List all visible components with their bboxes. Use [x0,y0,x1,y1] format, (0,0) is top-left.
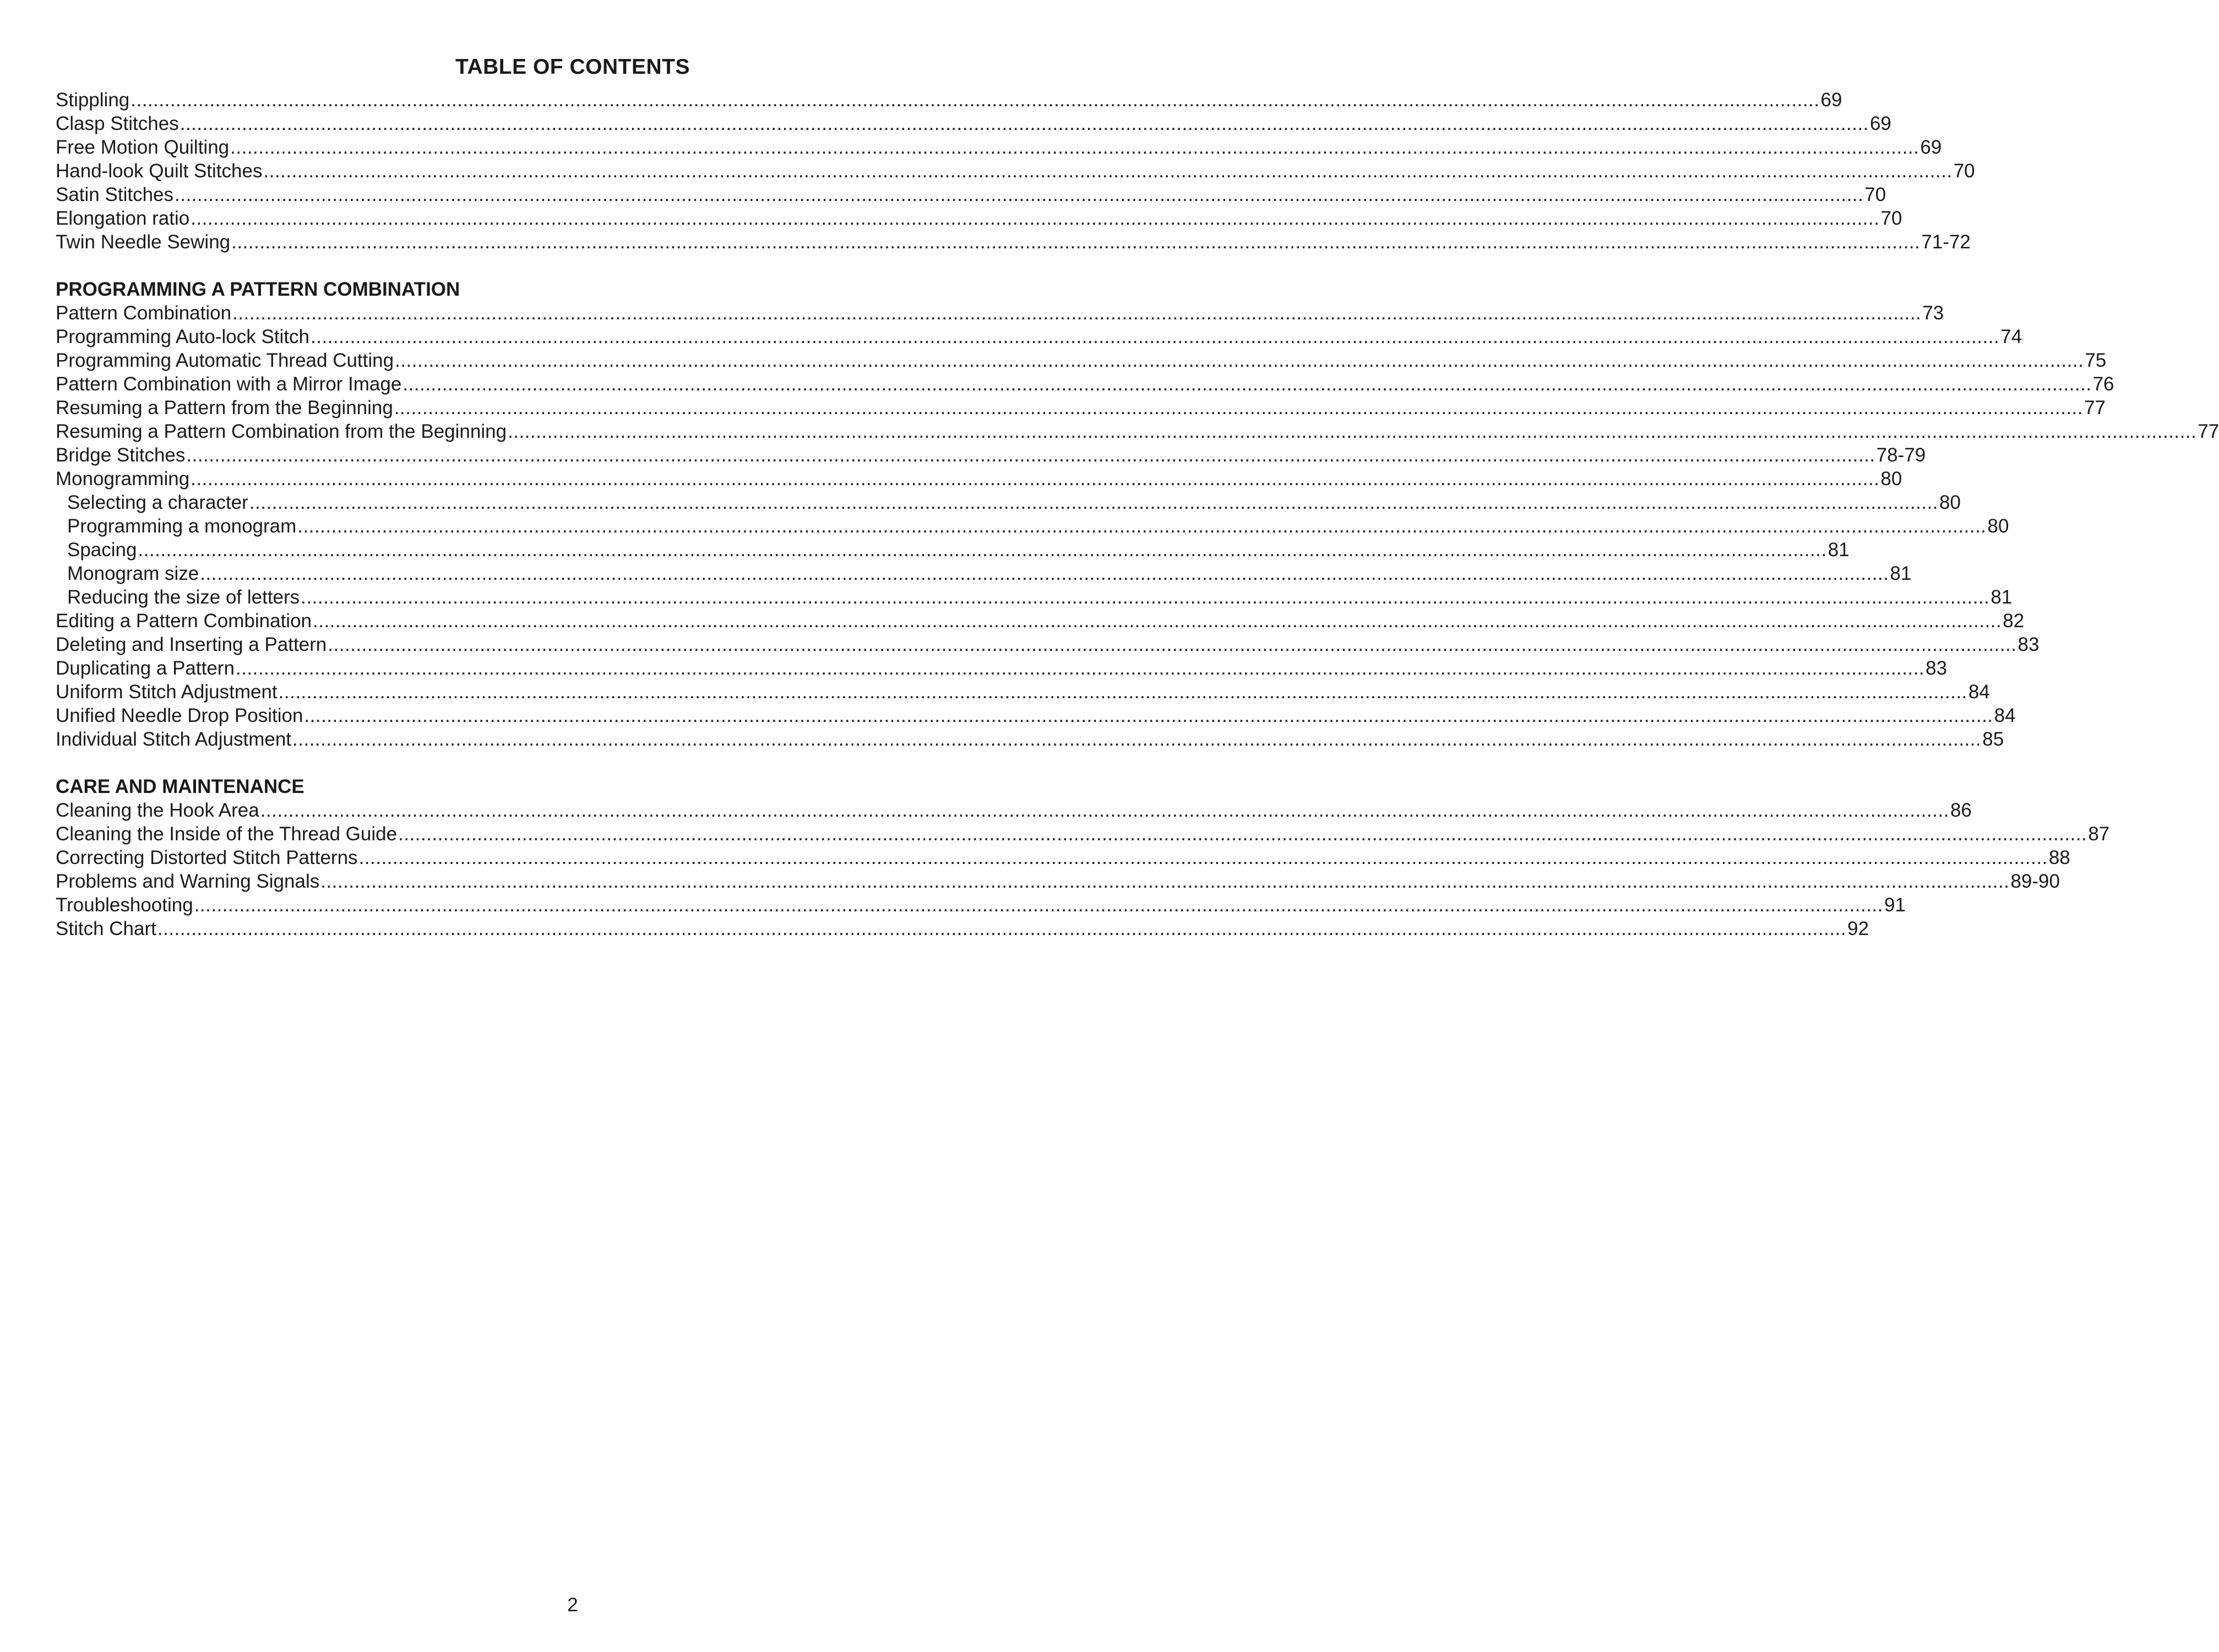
dot-leader: ............................................................................................................................................................................................................................................................................................................ [301,586,1990,608]
toc-entry-page: 91 [1884,894,1906,916]
toc-entry [56,112,1891,135]
toc-entry [56,798,1972,822]
toc-section [56,88,1975,254]
toc-entry [56,633,2039,656]
dot-leader: ............................................................................................................................................................................................................................................................................................................ [398,823,2087,845]
toc-entry-page: 70 [1880,208,1902,229]
toc-entry-label: Selecting a character [67,492,248,513]
toc-entry [56,656,1948,680]
toc-entry-page: 77 [2084,397,2106,419]
toc-entry-label: Deleting and Inserting a Pattern [56,634,327,655]
toc-entry-page: 77 [2198,421,2219,442]
toc-entry-page: 69 [1820,89,1842,111]
toc-entry [56,206,1902,230]
toc-entry-page: 82 [2003,610,2025,632]
dot-leader: ............................................................................................................................................................................................................................................................................................................ [328,634,2017,655]
toc-entry-page: 83 [1926,657,1948,679]
toc-entry-label: Programming a monogram [67,515,297,537]
toc-entry [56,372,2114,396]
toc-entry [56,88,1842,112]
toc-entry-label: Duplicating a Pattern [56,657,235,679]
toc-entry-page: 89-90 [2010,871,2060,892]
toc-entry [56,443,1926,467]
dot-leader: ............................................................................................................................................................................................................................................................................................................ [232,302,1922,324]
toc-entry [56,420,2219,443]
dot-leader: ............................................................................................................................................................................................................................................................................................................ [175,184,1864,205]
dot-leader: ............................................................................................................................................................................................................................................................................................................ [130,89,1820,111]
table-of-contents [56,88,2219,941]
toc-entry-label: Stippling [56,89,130,111]
toc-entry-label: Clasp Stitches [56,113,179,134]
toc-entry-label: Spacing [67,539,137,561]
dot-leader: ............................................................................................................................................................................................................................................................................................................ [278,681,1967,703]
toc-entry-label: Troubleshooting [56,894,193,916]
dot-leader: ............................................................................................................................................................................................................................................................................................................ [508,421,2197,442]
toc-entry-page: 69 [1869,113,1891,134]
toc-entry-page: 80 [1939,492,1961,513]
toc-entry-page: 88 [2048,847,2070,868]
toc-entry [56,349,2107,372]
toc-entry-page: 75 [2085,350,2107,371]
toc-entry-page: 81 [1890,563,1912,584]
toc-entry-page: 74 [2000,326,2022,347]
toc-entry-label: Satin Stitches [56,184,173,205]
toc-entry-page: 80 [1880,468,1902,490]
toc-entry-page: 71-72 [1921,231,1971,253]
toc-entry [56,135,1942,159]
toc-entry-page: 86 [1950,800,1972,821]
toc-entry-label: Individual Stitch Adjustment [56,729,292,750]
toc-entry-page: 81 [1828,539,1850,561]
toc-entry [56,893,1906,917]
toc-subentry [56,514,2009,538]
toc-entry [56,727,2004,751]
toc-entry-page: 83 [2017,634,2039,655]
dot-leader: ............................................................................................................................................................................................................................................................................................................ [260,800,1949,821]
toc-entry [56,159,1975,183]
toc-entry-label: Resuming a Pattern from the Beginning [56,397,393,419]
dot-leader: ............................................................................................................................................................................................................................................................................................................ [235,657,1925,679]
toc-entry-label: Monogramming [56,468,190,490]
dot-leader: ............................................................................................................................................................................................................................................................................................................ [395,350,2084,371]
toc-entry [56,467,1902,491]
toc-entry-label: Cleaning the Hook Area [56,800,259,821]
dot-leader: ............................................................................................................................................................................................................................................................................................................ [311,326,2000,347]
toc-entry [56,822,2110,846]
toc-entry-label: Free Motion Quilting [56,137,230,158]
toc-entry-label: Programming Automatic Thread Cutting [56,350,394,371]
section-heading: CARE AND MAINTENANCE [56,776,304,797]
dot-leader: ............................................................................................................................................................................................................................................................................................................ [263,160,1952,182]
dot-leader: ............................................................................................................................................................................................................................................................................................................ [320,871,2010,892]
dot-leader: ............................................................................................................................................................................................................................................................................................................ [394,397,2084,419]
dot-leader: ............................................................................................................................................................................................................................................................................................................ [230,137,1919,158]
toc-entry-page: 84 [1994,705,2016,726]
toc-entry [56,609,2025,633]
dot-leader: ............................................................................................................................................................................................................................................................................................................ [186,444,1875,466]
dot-leader: ............................................................................................................................................................................................................................................................................................................ [191,208,1880,229]
toc-entry-page: 76 [2092,373,2114,395]
dot-leader: ............................................................................................................................................................................................................................................................................................................ [358,847,2048,868]
toc-entry-label: Cleaning the Inside of the Thread Guide [56,823,398,845]
dot-leader: ............................................................................................................................................................................................................................................................................................................ [297,515,1987,537]
toc-entry-label: Uniform Stitch Adjustment [56,681,278,703]
dot-leader: ............................................................................................................................................................................................................................................................................................................ [191,468,1880,490]
toc-entry [56,183,1886,206]
toc-entry-label: Editing a Pattern Combination [56,610,312,632]
toc-entry-label: Bridge Stitches [56,444,186,466]
toc-subentry [56,585,2013,609]
toc-entry-page: 73 [1922,302,1944,324]
toc-entry [56,396,2106,420]
toc-entry-label: Problems and Warning Signals [56,871,320,892]
toc-entry-label: Hand-look Quilt Stitches [56,160,263,182]
toc-entry-label: Pattern Combination [56,302,232,324]
dot-leader: ............................................................................................................................................................................................................................................................................................................ [313,610,2002,632]
section-heading: PROGRAMMING A PATTERN COMBINATION [56,279,460,300]
toc-entry [56,325,2022,349]
toc-entry-page: 80 [1987,515,2009,537]
page-number: 2 [567,1594,578,1616]
dot-leader: ............................................................................................................................................................................................................................................................................................................ [138,539,1827,561]
toc-entry-page: 84 [1968,681,1990,703]
dot-leader: ............................................................................................................................................................................................................................................................................................................ [180,113,1869,134]
toc-entry-label: Reducing the size of letters [67,586,300,608]
toc-entry-label: Correcting Distorted Stitch Patterns [56,847,358,868]
dot-leader: ............................................................................................................................................................................................................................................................................................................ [194,894,1883,916]
toc-entry-label: Stitch Chart [56,918,156,939]
toc-entry [56,704,2016,727]
toc-entry-label: Unified Needle Drop Position [56,705,303,726]
toc-entry-label: Elongation ratio [56,208,190,229]
toc-entry-label: Monogram size [67,563,199,584]
page-title: TABLE OF CONTENTS [455,55,690,79]
toc-section [56,278,2219,751]
toc-entry [56,917,1869,941]
dot-leader: ............................................................................................................................................................................................................................................................................................................ [231,231,1921,253]
dot-leader: ............................................................................................................................................................................................................................................................................................................ [403,373,2092,395]
toc-entry-page: 81 [1990,586,2013,608]
toc-entry-page: 85 [1982,729,2004,750]
dot-leader: ............................................................................................................................................................................................................................................................................................................ [292,729,1982,750]
toc-section [56,775,2110,941]
toc-entry-page: 69 [1920,137,1942,158]
toc-entry [56,846,2070,870]
dot-leader: ............................................................................................................................................................................................................................................................................................................ [304,705,1993,726]
toc-entry [56,870,2060,893]
dot-leader: ............................................................................................................................................................................................................................................................................................................ [200,563,1889,584]
toc-entry-page: 70 [1864,184,1886,205]
toc-entry [56,230,1971,254]
toc-subentry [56,538,1850,562]
toc-entry-page: 87 [2088,823,2110,845]
toc-subentry [56,562,1912,585]
toc-entry [56,680,1990,704]
toc-entry-label: Pattern Combination with a Mirror Image [56,373,402,395]
toc-entry-label: Resuming a Pattern Combination from the Beginning [56,421,507,442]
toc-entry [56,301,1944,325]
toc-entry-page: 70 [1953,160,1975,182]
toc-entry-page: 92 [1847,918,1869,939]
toc-subentry [56,491,1961,514]
dot-leader: ............................................................................................................................................................................................................................................................................................................ [157,918,1847,939]
toc-entry-page: 78-79 [1876,444,1926,466]
dot-leader: ............................................................................................................................................................................................................................................................................................................ [249,492,1939,513]
toc-entry-label: Programming Auto-lock Stitch [56,326,310,347]
toc-entry-label: Twin Needle Sewing [56,231,231,253]
